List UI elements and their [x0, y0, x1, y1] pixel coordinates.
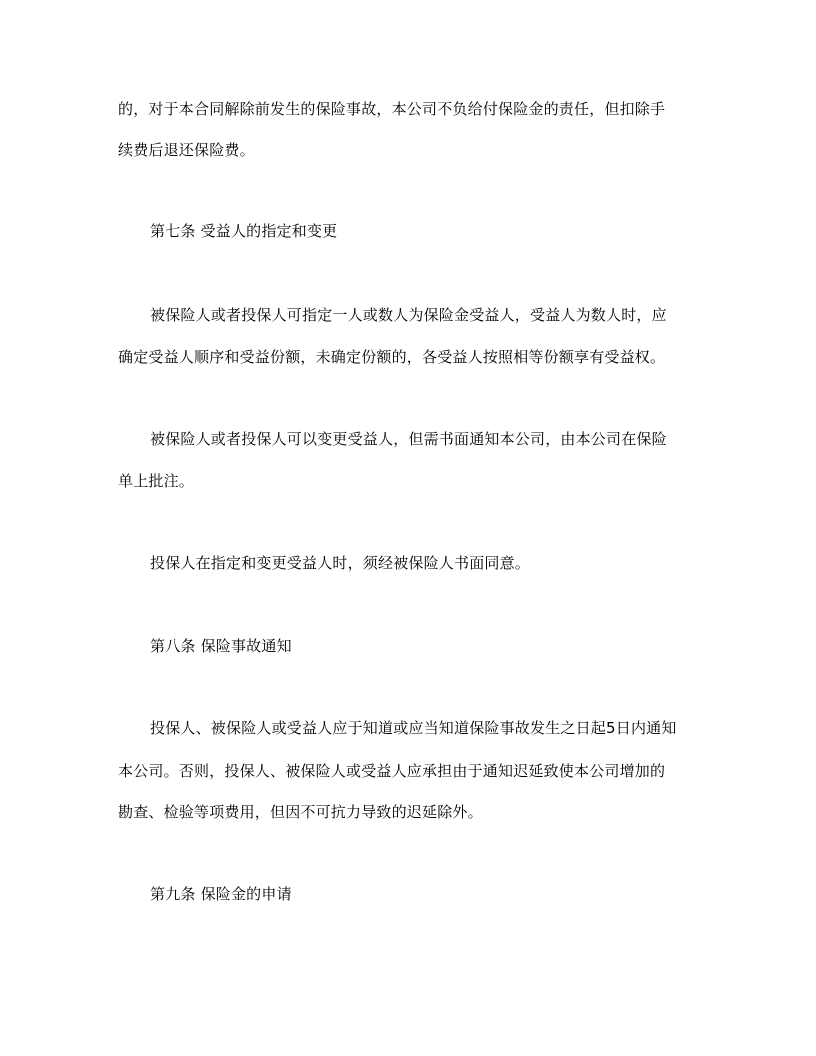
paragraph-line: 本公司。否则，投保人、被保险人或受益人应承担由于通知迟延致使本公司增加的 — [118, 762, 666, 780]
paragraph-line: 被保险人或者投保人可以变更受益人，但需书面通知本公司，由本公司在保险 — [150, 430, 667, 448]
section-heading-article-9: 第九条 保险金的申请 — [150, 885, 292, 903]
paragraph-line: 投保人在指定和变更受益人时，须经被保险人书面同意。 — [150, 554, 531, 572]
paragraph-line: 被保险人或者投保人可指定一人或数人为保险金受益人，受益人为数人时，应 — [150, 306, 667, 324]
paragraph-line: 投保人、被保险人或受益人应于知道或应当知道保险事故发生之日起5日内通知 — [150, 719, 677, 737]
paragraph-line: 确定受益人顺序和受益份额，未确定份额的，各受益人按照相等份额享有受益权。 — [118, 348, 666, 366]
paragraph-line: 续费后退还保险费。 — [118, 141, 255, 159]
paragraph-line: 单上批注。 — [118, 472, 195, 490]
section-heading-article-8: 第八条 保险事故通知 — [150, 637, 292, 655]
paragraph-line: 的，对于本合同解除前发生的保险事故，本公司不负给付保险金的责任，但扣除手 — [118, 100, 666, 118]
section-heading-article-7: 第七条 受益人的指定和变更 — [150, 222, 338, 240]
paragraph-line: 勘查、检验等项费用，但因不可抗力导致的迟延除外。 — [118, 803, 483, 821]
